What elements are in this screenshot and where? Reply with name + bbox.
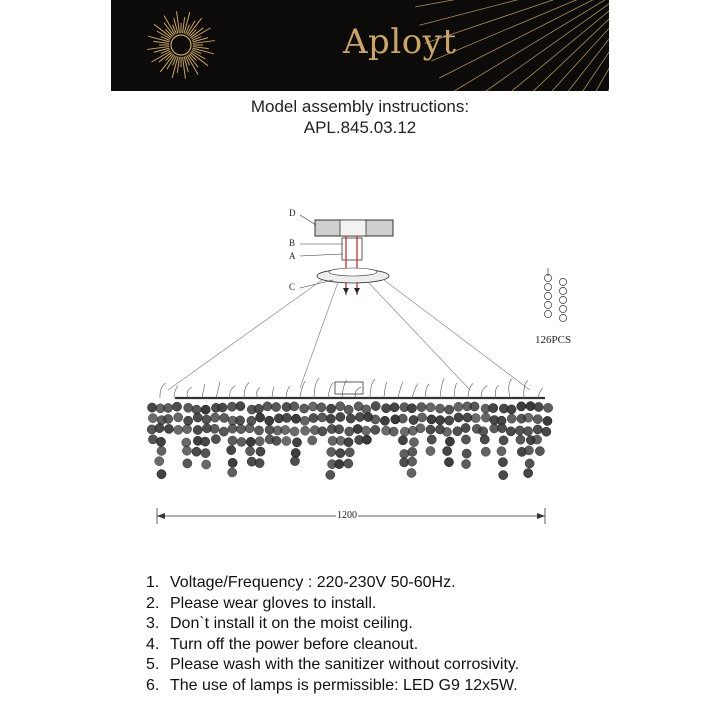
crystal-ball <box>445 416 454 425</box>
crystal-ball <box>183 459 192 468</box>
branch <box>244 382 249 398</box>
cable <box>168 280 322 390</box>
crystal-ball <box>155 457 164 466</box>
crystal-ball <box>300 416 309 425</box>
crystal-ball <box>201 405 210 414</box>
branch <box>160 383 166 398</box>
crystal-ball <box>461 459 470 468</box>
crystal-ball <box>426 446 435 455</box>
instruction-item: 4. Turn off the power before cleanout. <box>146 635 419 653</box>
branch <box>524 381 528 398</box>
branch <box>384 382 387 398</box>
crystal-ball <box>453 427 462 436</box>
crystal-ball <box>535 446 544 455</box>
crystal-ball <box>201 449 210 458</box>
branch <box>454 383 457 398</box>
crystal-ball <box>408 447 417 456</box>
crystal-ball <box>417 413 426 422</box>
mounting-bracket <box>342 238 362 260</box>
sunburst-ray <box>160 55 173 72</box>
crystal-ball <box>263 402 272 411</box>
crystal-ball <box>544 403 553 412</box>
crystal-ball <box>182 438 191 447</box>
sunburst-ray <box>154 24 171 37</box>
crystal-ball <box>318 413 327 422</box>
banner-ray <box>542 0 609 91</box>
branch <box>286 386 290 398</box>
part-label-d: D <box>289 208 296 218</box>
strand-bead <box>559 287 566 294</box>
crystal-ball <box>210 413 219 422</box>
strand-bead <box>559 305 566 312</box>
crystal-ball <box>256 413 265 422</box>
crystal-ball <box>174 413 183 422</box>
crystal-ball <box>254 404 263 413</box>
crystal-ball <box>479 427 488 436</box>
crystal-ball <box>470 402 479 411</box>
banner-ray <box>483 0 609 91</box>
crystal-ball <box>164 424 173 433</box>
crystal-ball <box>256 447 265 456</box>
crystal-ball <box>236 425 245 434</box>
dimension-arrow-left <box>157 513 165 519</box>
branch <box>426 384 430 398</box>
crystal-ball <box>442 427 451 436</box>
branch <box>412 383 418 398</box>
crystal-ball <box>219 427 228 436</box>
crystal-ball <box>291 448 300 457</box>
part-label-a: A <box>289 251 296 261</box>
crystal-ball <box>481 413 490 422</box>
sunburst-ray <box>188 18 201 35</box>
crystal-ball <box>265 425 274 434</box>
strand-bead <box>544 283 551 290</box>
crystal-ball <box>417 403 426 412</box>
branch <box>509 378 513 398</box>
crystal-ball <box>489 403 498 412</box>
crystal-ball <box>228 458 237 467</box>
crystal-ball <box>245 447 254 456</box>
page-title: Model assembly instructions: <box>250 97 470 116</box>
crystal-ball <box>254 426 263 435</box>
banner-ray <box>439 0 609 78</box>
crystal-ball <box>416 424 425 433</box>
crystal-ball <box>533 425 542 434</box>
crystal-ball <box>444 458 453 467</box>
crystal-ball <box>361 426 370 435</box>
instruction-item: 1. Voltage/Frequency : 220-230V 50-60Hz. <box>146 574 456 591</box>
crystal-ball <box>326 404 335 413</box>
crystal-ball <box>355 412 364 421</box>
crystal-ball <box>336 449 345 458</box>
sunburst-icon <box>171 35 191 55</box>
crystal-ball <box>462 449 471 458</box>
crystal-ball <box>335 459 344 468</box>
crystal-ball <box>499 436 508 445</box>
crystal-ball <box>308 436 317 445</box>
crystal-ball <box>498 458 507 467</box>
strand-bead <box>544 301 551 308</box>
crystal-ball <box>301 426 310 435</box>
crystal-ball <box>389 427 398 436</box>
crystal-ball <box>182 424 191 433</box>
brand-banner <box>111 0 609 91</box>
arrow-icon <box>343 288 349 294</box>
branch <box>314 378 319 398</box>
crystal-ball <box>534 402 543 411</box>
strand-bead <box>559 314 566 321</box>
crystal-ball <box>481 447 490 456</box>
crystal-ball <box>461 435 470 444</box>
crystal-ball <box>334 425 343 434</box>
crystal-ball <box>515 426 524 435</box>
crystal-ball <box>461 423 470 432</box>
crystal-ball <box>390 403 399 412</box>
crystal-ball <box>499 470 508 479</box>
crystal-ball <box>235 416 244 425</box>
crystal-ball <box>345 448 354 457</box>
crystal-ball <box>407 468 416 477</box>
crystal-ball <box>210 424 219 433</box>
crystal-ball <box>380 416 389 425</box>
cable <box>368 282 470 390</box>
crystal-ball <box>506 427 515 436</box>
crystal-ball <box>497 447 506 456</box>
crystal-ball <box>345 427 354 436</box>
branch <box>202 384 205 398</box>
crystal-ball <box>526 402 535 411</box>
crystal-ball <box>164 414 173 423</box>
crystal-ball <box>525 459 534 468</box>
crystal-ball <box>409 415 418 424</box>
crystal-ball <box>454 402 463 411</box>
crystal-ball <box>157 470 166 479</box>
crystal-ball <box>164 403 173 412</box>
crystal-ball <box>227 446 236 455</box>
crystal-ball <box>193 413 202 422</box>
crystal-ball <box>236 402 245 411</box>
crystal-ball <box>308 402 317 411</box>
crystal-ball <box>156 437 165 446</box>
crystal-ball <box>255 437 264 446</box>
crystal-ball <box>245 424 254 433</box>
crystal-ball <box>426 425 435 434</box>
crystal-ball <box>237 437 246 446</box>
crystal-ball <box>228 436 237 445</box>
width-dimension: 1200 <box>337 510 357 521</box>
crystal-ball <box>326 470 335 479</box>
strand-bead <box>544 310 551 317</box>
crystal-ball <box>147 403 156 412</box>
crystal-ball <box>184 403 193 412</box>
branch <box>538 388 543 398</box>
crystal-ball <box>516 435 525 444</box>
crystal-ball <box>407 457 416 466</box>
crystal-ball <box>445 437 454 446</box>
branch <box>174 386 178 398</box>
part-label-c: C <box>289 282 296 292</box>
crystal-ball <box>220 413 229 422</box>
branch <box>272 387 274 398</box>
crystal-ball <box>246 437 255 446</box>
crystal-ball <box>463 413 472 422</box>
crystal-ball <box>290 427 299 436</box>
crystal-ball <box>281 425 290 434</box>
arrow-icon <box>354 288 360 294</box>
leader-line-d <box>300 215 316 225</box>
crystal-ball <box>291 414 300 423</box>
crystal-ball <box>172 402 181 411</box>
instruction-item: 3. Don`t install it on the moist ceiling. <box>146 615 413 632</box>
crystal-ball <box>353 424 362 433</box>
crystal-ball <box>202 415 211 424</box>
crystal-ball <box>524 446 533 455</box>
crystal-ball <box>327 447 336 456</box>
crystal-ball <box>228 468 237 477</box>
model-number: APL.845.03.12 <box>303 118 417 137</box>
instruction-item: 6. The use of lamps is permissible: LED G9 12x5W. <box>146 676 518 694</box>
crystal-ball <box>346 414 355 423</box>
crystal-ball <box>407 404 416 413</box>
crystal-ball <box>272 436 281 445</box>
branch <box>216 381 220 398</box>
crystal-ball <box>517 402 526 411</box>
cable <box>384 280 530 390</box>
leader-line-a <box>300 254 343 256</box>
crystal-ball <box>524 469 533 478</box>
crystal-ball <box>228 424 237 433</box>
crystal-ball <box>193 425 202 434</box>
banner-ray <box>431 0 609 61</box>
banner-ray <box>594 0 609 91</box>
crystal-ball <box>336 402 345 411</box>
crystal-strands <box>147 401 553 479</box>
crystal-ball <box>427 435 436 444</box>
dimension-arrow-right <box>537 513 545 519</box>
crystal-ball <box>344 438 353 447</box>
crystal-ball <box>543 416 552 425</box>
branch <box>398 381 403 398</box>
cable <box>300 282 338 388</box>
instruction-item: 5. Please wash with the sanitizer without corrosivity. <box>146 656 520 673</box>
branch <box>370 379 375 398</box>
crystal-ball <box>290 456 299 465</box>
strand-bead <box>559 296 566 303</box>
chandelier-drawing <box>0 150 720 570</box>
banner-ray <box>511 0 609 91</box>
crystal-ball <box>400 449 409 458</box>
sunburst-ray <box>191 52 208 65</box>
crystal-ball <box>445 405 454 414</box>
crystal-ball <box>427 415 436 424</box>
crystal-ball <box>292 438 301 447</box>
branch <box>440 378 444 398</box>
canopy-center <box>340 220 366 236</box>
branch <box>328 383 333 398</box>
crystal-ball <box>309 413 318 422</box>
crystal-ball <box>435 404 444 413</box>
crystal-ball <box>318 427 327 436</box>
crystal-ball <box>326 414 335 423</box>
branch <box>300 381 305 398</box>
crystal-ball <box>371 425 380 434</box>
crystal-ball <box>454 413 463 422</box>
branch <box>495 385 498 398</box>
branch <box>230 386 236 398</box>
crystal-ball <box>148 435 157 444</box>
crystal-ball <box>523 427 532 436</box>
branch <box>257 387 260 398</box>
strand-bead <box>544 292 551 299</box>
crystal-ball <box>480 435 489 444</box>
brand-logo: Aployt <box>343 22 457 62</box>
crystal-ball <box>265 416 274 425</box>
pieces-count: 126PCS <box>535 334 572 346</box>
crystal-ball <box>290 402 299 411</box>
instruction-list <box>146 573 519 696</box>
strand-bead <box>559 278 566 285</box>
canopy-disc-top <box>329 268 377 276</box>
crystal-ball <box>148 413 157 422</box>
crystal-ball <box>255 459 264 468</box>
crystal-ball <box>542 427 551 436</box>
crystal-ball <box>507 405 516 414</box>
crystal-strand-icon <box>544 268 566 322</box>
crystal-ball <box>398 414 407 423</box>
crystal-ball <box>362 435 371 444</box>
crystal-ball <box>524 413 533 422</box>
crystal-ball <box>336 412 345 421</box>
crystal-ball <box>272 402 281 411</box>
crystal-ball <box>155 423 164 432</box>
banner-ray <box>470 0 609 91</box>
crystal-ball <box>443 446 452 455</box>
crystal-ball <box>409 438 418 447</box>
crystal-ball <box>192 447 201 456</box>
driver-box <box>335 382 363 394</box>
crystal-ball <box>157 446 166 455</box>
crystal-ball <box>184 416 193 425</box>
crystal-ball <box>202 460 211 469</box>
crystal-ball <box>371 415 380 424</box>
crystal-ball <box>300 404 309 413</box>
banner-ray <box>459 0 609 91</box>
branch <box>482 386 488 398</box>
crystal-ball <box>533 415 542 424</box>
crystal-ball <box>382 404 391 413</box>
crystal-ball <box>174 425 183 434</box>
crystal-ball <box>497 423 506 432</box>
crystal-ball <box>426 403 435 412</box>
crystal-ball <box>282 413 291 422</box>
crystal-ball <box>471 413 480 422</box>
crystal-ball <box>282 436 291 445</box>
crystal-ball <box>344 405 353 414</box>
crystal-ball <box>201 437 210 446</box>
branch <box>187 387 192 398</box>
crystal-ball <box>398 436 407 445</box>
crystal-ball <box>344 459 353 468</box>
crystal-ball <box>532 435 541 444</box>
crystal-ball <box>507 414 516 423</box>
crystal-ball <box>182 446 191 455</box>
crystal-ball <box>227 402 236 411</box>
crystal-ball <box>436 416 445 425</box>
branch <box>468 383 473 398</box>
crystal-ball <box>317 403 326 412</box>
crystal-ball <box>371 401 380 410</box>
crystal-ball <box>218 403 227 412</box>
crystal-ball <box>211 434 220 443</box>
part-label-b: B <box>289 238 296 248</box>
instruction-item: 2. Please wear gloves to install. <box>146 594 377 612</box>
